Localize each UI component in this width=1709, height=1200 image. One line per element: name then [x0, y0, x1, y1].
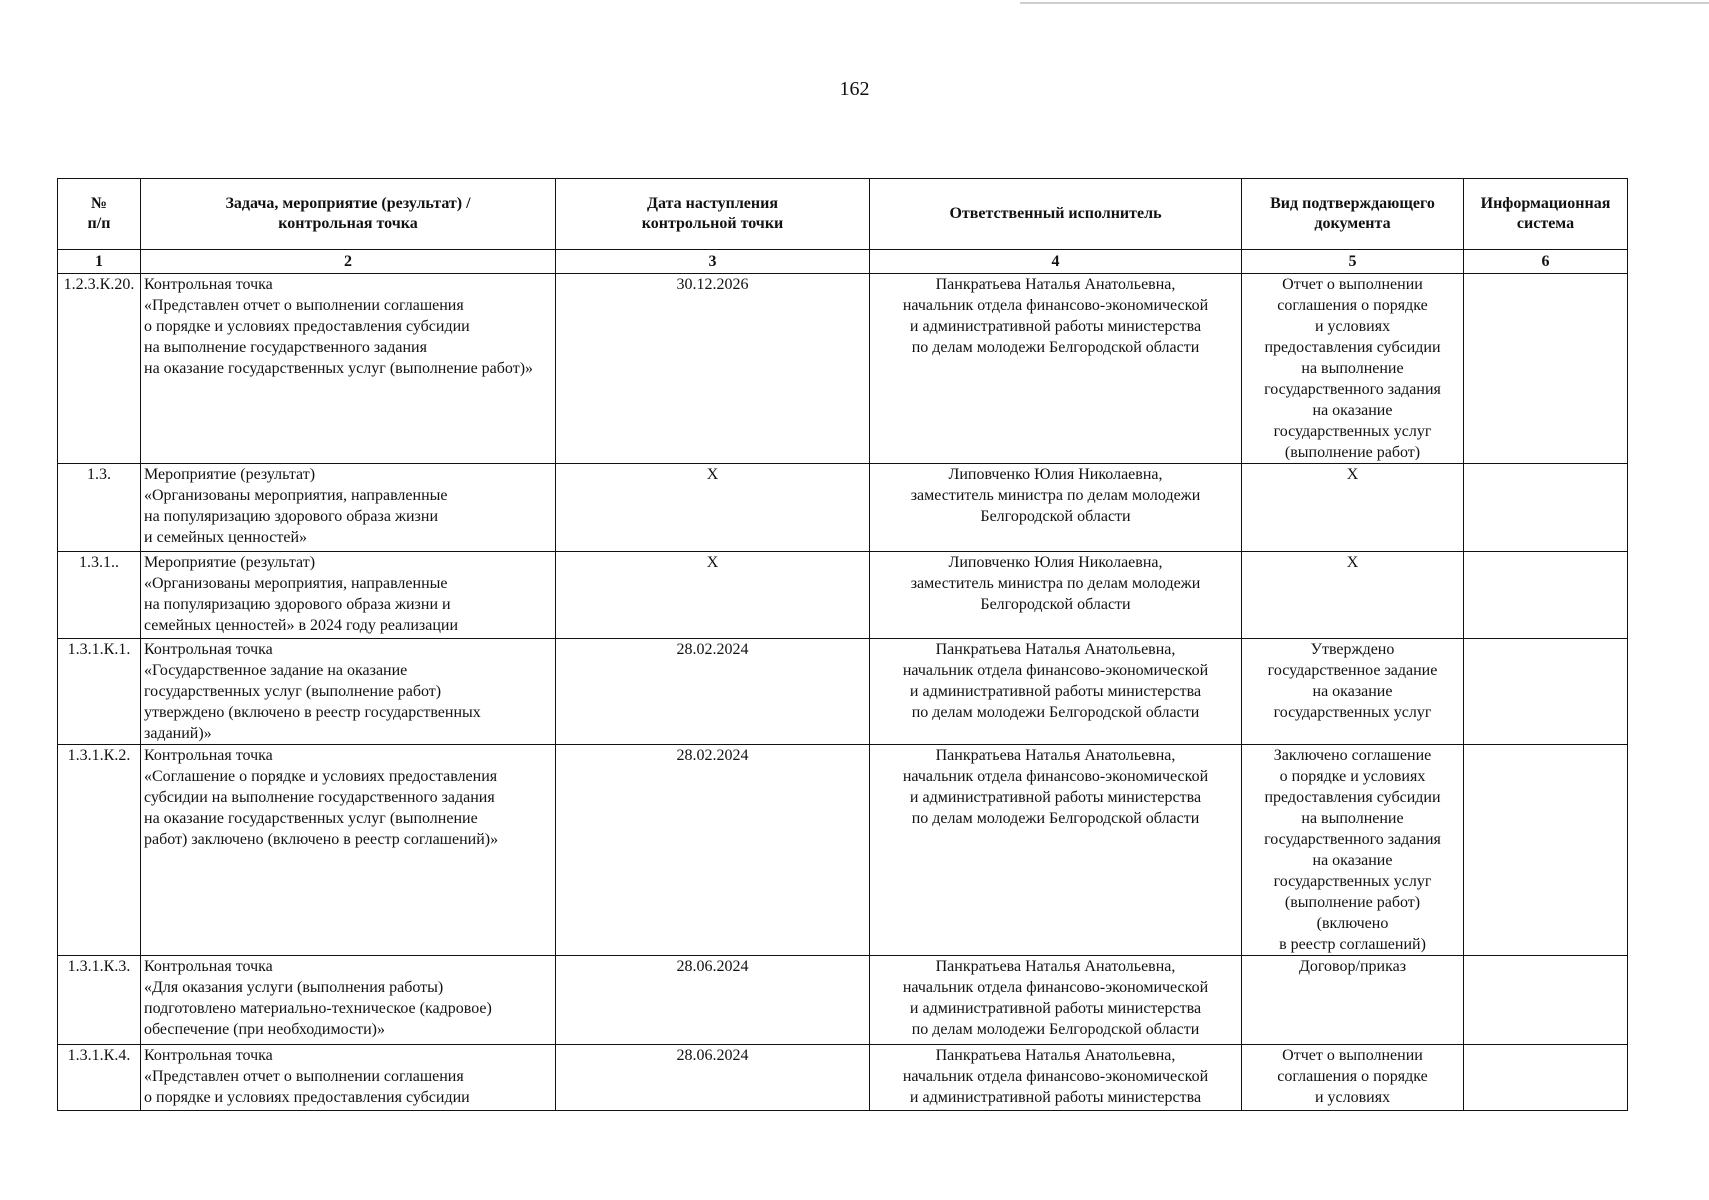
row-task: Мероприятие (результат) «Организованы мероприятия, направленные на популяризацию здорового образа жизни и семейных ценностей» [141, 464, 556, 552]
row-task: Контрольная точка «Соглашение о порядке и условиях предоставления субсидии на выполнение государственного задания на оказание государственных услуг (выполнение работ) заключено (включено в реестр соглашений)» [141, 745, 556, 956]
row-document: Договор/приказ [1242, 956, 1464, 1045]
control-points-table [57, 178, 1628, 1111]
page-number: 162 [839, 78, 870, 100]
row-task: Контрольная точка «Представлен отчет о выполнении соглашения о порядке и условиях предоставления субсидии [141, 1045, 556, 1111]
table-header-row [58, 179, 1628, 250]
column-number: 1 [58, 250, 141, 274]
header-num: № п/п [58, 179, 141, 250]
table-row [58, 552, 1628, 639]
row-document: Отчет о выполнении соглашения о порядке и условиях [1242, 1045, 1464, 1111]
column-number-row [58, 250, 1628, 274]
row-task: Мероприятие (результат) «Организованы мероприятия, направленные на популяризацию здорового образа жизни и семейных ценностей» в 2024 году реализации [141, 552, 556, 639]
row-document: Заключено соглашение о порядке и условиях предоставления субсидии на выполнение государственного задания на оказание государственных услуг (выполнение работ) (включено в реестр соглашений) [1242, 745, 1464, 956]
row-date: 28.06.2024 [556, 1045, 870, 1111]
header-date: Дата наступления контрольной точки [556, 179, 870, 250]
row-responsible: Липовченко Юлия Николаевна, заместитель министра по делам молодежи Белгородской области [870, 552, 1242, 639]
row-number: 1.3.1.К.2. [58, 745, 141, 956]
row-date: 28.02.2024 [556, 745, 870, 956]
row-number: 1.3.1.. [58, 552, 141, 639]
row-responsible: Панкратьева Наталья Анатольевна, начальник отдела финансово-экономической и административной работы министерства по делам молодежи Белгородской области [870, 956, 1242, 1045]
row-number: 1.3.1.К.1. [58, 639, 141, 745]
table-row [58, 745, 1628, 956]
row-responsible: Панкратьева Наталья Анатольевна, начальник отдела финансово-экономической и административной работы министерства [870, 1045, 1242, 1111]
row-date: X [556, 464, 870, 552]
row-document: Утверждено государственное задание на оказание государственных услуг [1242, 639, 1464, 745]
table-row [58, 274, 1628, 464]
row-number: 1.2.3.К.20. [58, 274, 141, 464]
row-date: X [556, 552, 870, 639]
table-row [58, 639, 1628, 745]
table-row [58, 956, 1628, 1045]
row-document: Отчет о выполнении соглашения о порядке и условиях предоставления субсидии на выполнение государственного задания на оказание государственных услуг (выполнение работ) [1242, 274, 1464, 464]
row-task: Контрольная точка «Государственное задание на оказание государственных услуг (выполнение работ) утверждено (включено в реестр государственных заданий)» [141, 639, 556, 745]
row-responsible: Липовченко Юлия Николаевна, заместитель министра по делам молодежи Белгородской области [870, 464, 1242, 552]
row-system [1464, 274, 1628, 464]
table-row [58, 464, 1628, 552]
row-date: 28.02.2024 [556, 639, 870, 745]
row-document: X [1242, 464, 1464, 552]
row-system [1464, 1045, 1628, 1111]
header-document: Вид подтверждающего документа [1242, 179, 1464, 250]
row-system [1464, 464, 1628, 552]
row-responsible: Панкратьева Наталья Анатольевна, начальник отдела финансово-экономической и административной работы министерства по делам молодежи Белгородской области [870, 274, 1242, 464]
row-responsible: Панкратьева Наталья Анатольевна, начальник отдела финансово-экономической и административной работы министерства по делам молодежи Белгородской области [870, 745, 1242, 956]
column-number: 3 [556, 250, 870, 274]
row-system [1464, 956, 1628, 1045]
row-date: 28.06.2024 [556, 956, 870, 1045]
row-number: 1.3. [58, 464, 141, 552]
header-responsible: Ответственный исполнитель [870, 179, 1242, 250]
scan-edge-line [1020, 2, 1709, 4]
row-document: X [1242, 552, 1464, 639]
row-responsible: Панкратьева Наталья Анатольевна, начальник отдела финансово-экономической и административной работы министерства по делам молодежи Белгородской области [870, 639, 1242, 745]
row-system [1464, 745, 1628, 956]
column-number: 4 [870, 250, 1242, 274]
row-task: Контрольная точка «Представлен отчет о выполнении соглашения о порядке и условиях предоставления субсидии на выполнение государственного задания на оказание государственных услуг (выполнение работ)» [141, 274, 556, 464]
row-date: 30.12.2026 [556, 274, 870, 464]
header-task: Задача, мероприятие (результат) / контрольная точка [141, 179, 556, 250]
row-number: 1.3.1.К.3. [58, 956, 141, 1045]
row-system [1464, 639, 1628, 745]
column-number: 5 [1242, 250, 1464, 274]
header-system: Информационная система [1464, 179, 1628, 250]
row-task: Контрольная точка «Для оказания услуги (выполнения работы) подготовлено материально-техническое (кадровое) обеспечение (при необходимости)» [141, 956, 556, 1045]
column-number: 2 [141, 250, 556, 274]
column-number: 6 [1464, 250, 1628, 274]
table-row [58, 1045, 1628, 1111]
row-number: 1.3.1.К.4. [58, 1045, 141, 1111]
row-system [1464, 552, 1628, 639]
